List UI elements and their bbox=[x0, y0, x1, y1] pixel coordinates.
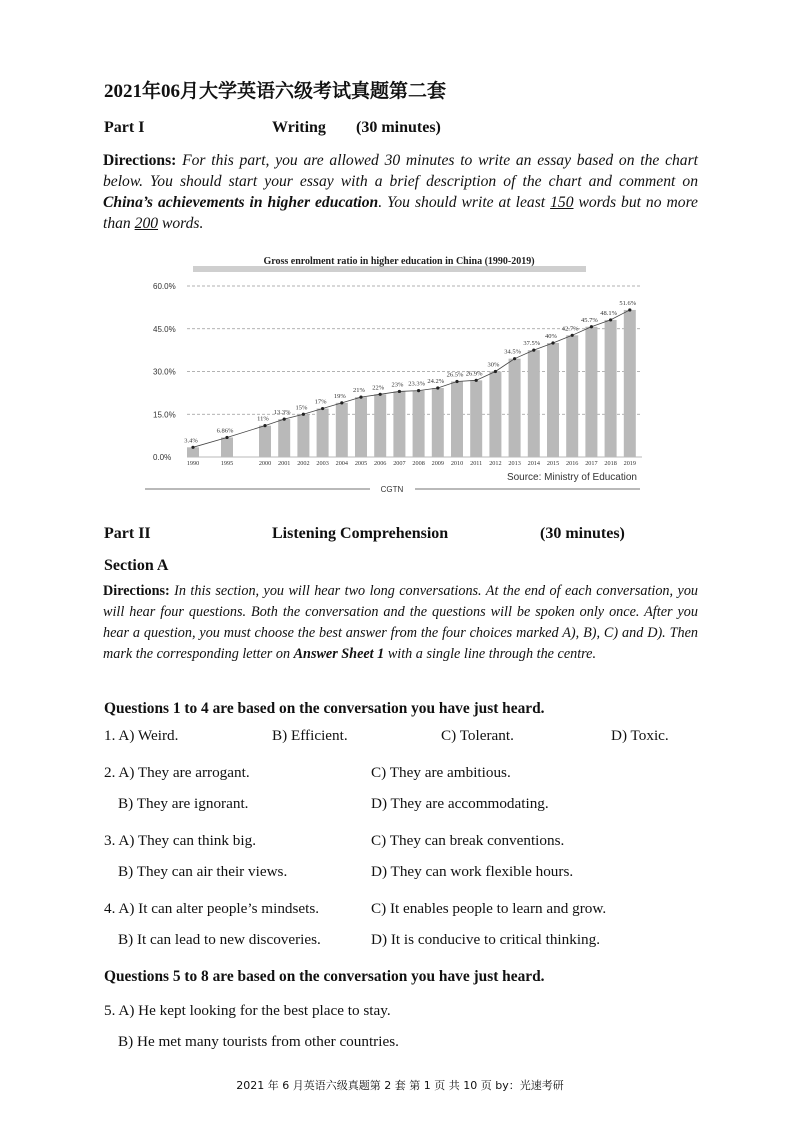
data-point bbox=[551, 341, 554, 344]
directions-text-1: In this section, you will hear two long conversations. At the end of each conversation, you will hear four questions. Both the conversation and the questions will be spoken only once. After you hear a question, you must choose the best answer from the four choices marked A), B), C) and D). Then mark the corresponding letter on bbox=[103, 583, 699, 662]
x-tick-label: 2011 bbox=[470, 460, 483, 467]
chart-credit: CGTN bbox=[380, 485, 404, 494]
x-tick-label: 2000 bbox=[258, 460, 272, 467]
data-point bbox=[571, 334, 574, 337]
part2-name: Listening Comprehension bbox=[272, 525, 449, 542]
q5-option-b: B) He met many tourists from other countries. bbox=[118, 1033, 399, 1050]
value-label: 45.7% bbox=[581, 316, 598, 324]
x-tick-label: 2019 bbox=[623, 460, 636, 467]
value-label: 26.5% bbox=[446, 371, 464, 379]
x-tick-label: 2008 bbox=[412, 460, 425, 467]
x-tick-label: 2013 bbox=[508, 460, 521, 467]
data-point bbox=[455, 380, 458, 383]
data-point bbox=[590, 325, 593, 328]
chart-title: Gross enrolment ratio in higher education in China (1990-2019) bbox=[263, 256, 535, 267]
q1-option-a: 1. A) Weird. bbox=[104, 727, 179, 744]
x-tick-label: 2007 bbox=[393, 460, 406, 467]
value-label: 26.9% bbox=[465, 370, 483, 378]
value-label: 40% bbox=[545, 333, 557, 340]
q3-option-a: 3. A) They can think big. bbox=[104, 832, 256, 849]
bar bbox=[547, 343, 559, 457]
x-tick-label: 2006 bbox=[374, 460, 387, 467]
bar bbox=[259, 426, 271, 457]
value-label: 3.4% bbox=[184, 437, 198, 445]
bar bbox=[393, 391, 405, 457]
bar bbox=[566, 335, 578, 457]
bar bbox=[605, 320, 617, 457]
q3-option-d: D) They can work flexible hours. bbox=[371, 863, 574, 880]
q2-option-b: B) They are ignorant. bbox=[118, 795, 249, 812]
bar bbox=[509, 359, 521, 457]
bar bbox=[624, 310, 636, 457]
value-label: 17% bbox=[314, 398, 327, 406]
part1-label: Part I bbox=[104, 119, 145, 136]
bar bbox=[297, 414, 309, 457]
q2-option-a: 2. A) They are arrogant. bbox=[104, 764, 250, 781]
bar bbox=[432, 388, 444, 457]
value-label: 6.86% bbox=[216, 427, 234, 435]
data-point bbox=[225, 436, 228, 439]
directions-text-2: with a single line through the centre. bbox=[387, 646, 596, 662]
y-tick-label: 30.0% bbox=[153, 367, 176, 377]
directions-text-2: . You should write at least bbox=[378, 194, 546, 211]
x-tick-label: 2005 bbox=[354, 460, 368, 467]
page-footer: 2021 年 6 月英语六级真题第 2 套 第 1 页 共 10 页 by：光速考研 bbox=[236, 1079, 564, 1092]
directions-text-1: For this part, you are allowed 30 minutes to write an essay based on the chart below. You should start your essay with a brief description of the chart and comment on bbox=[103, 152, 698, 190]
x-tick-label: 2014 bbox=[527, 460, 540, 467]
x-tick-label: 2009 bbox=[431, 460, 444, 467]
part2-label: Part II bbox=[104, 525, 151, 542]
x-tick-label: 2001 bbox=[278, 460, 291, 467]
directions-label: Directions: bbox=[103, 152, 177, 169]
x-tick-label: 2010 bbox=[450, 460, 464, 467]
bar bbox=[470, 380, 482, 457]
q1-option-c: C) Tolerant. bbox=[441, 727, 514, 744]
data-point bbox=[302, 413, 305, 416]
value-label: 34.5% bbox=[504, 348, 521, 356]
q4-option-c: C) It enables people to learn and grow. bbox=[371, 900, 607, 917]
q1-option-d: D) Toxic. bbox=[611, 727, 669, 744]
q2-option-d: D) They are accommodating. bbox=[371, 795, 549, 812]
value-label: 13.3% bbox=[273, 409, 291, 417]
y-tick-label: 60.0% bbox=[153, 282, 176, 291]
chart-source: Source: Ministry of Education bbox=[506, 472, 637, 483]
questions-group-1-header: Questions 1 to 4 are based on the conversation you have just heard. bbox=[104, 700, 545, 717]
data-point bbox=[379, 393, 382, 396]
bar bbox=[221, 437, 233, 457]
bar bbox=[489, 372, 501, 458]
x-tick-label: 2015 bbox=[546, 460, 560, 467]
bar bbox=[278, 419, 290, 457]
data-point bbox=[494, 370, 497, 373]
data-point bbox=[283, 417, 286, 420]
x-tick-label: 2003 bbox=[316, 460, 329, 467]
data-point bbox=[359, 396, 362, 399]
bar bbox=[528, 350, 540, 457]
value-label: 23.3% bbox=[408, 380, 425, 388]
bar bbox=[451, 381, 463, 457]
answer-sheet-emphasis: Answer Sheet 1 bbox=[293, 646, 385, 662]
directions-label: Directions: bbox=[103, 583, 170, 599]
q4-option-d: D) It is conducive to critical thinking. bbox=[371, 931, 601, 948]
x-tick-label: 1995 bbox=[220, 460, 234, 467]
data-point bbox=[321, 407, 324, 410]
part1-time: (30 minutes) bbox=[356, 119, 441, 136]
value-label: 11% bbox=[257, 415, 269, 423]
value-label: 24.2% bbox=[427, 378, 445, 386]
bar bbox=[413, 391, 425, 457]
y-tick-label: 15.0% bbox=[153, 410, 176, 420]
data-point bbox=[191, 446, 194, 449]
data-point bbox=[609, 318, 612, 321]
part2-directions bbox=[103, 581, 698, 665]
data-point bbox=[417, 389, 420, 392]
q4-option-a: 4. A) It can alter people’s mindsets. bbox=[104, 900, 320, 917]
q2-option-c: C) They are ambitious. bbox=[371, 764, 511, 781]
value-label: 21% bbox=[353, 387, 365, 395]
part1-directions bbox=[103, 150, 698, 234]
data-point bbox=[340, 401, 343, 404]
q5-option-a: 5. A) He kept looking for the best place to stay. bbox=[104, 1002, 391, 1019]
q4-option-b: B) It can lead to new discoveries. bbox=[118, 931, 321, 948]
questions-group-2-header: Questions 5 to 8 are based on the conversation you have just heard. bbox=[104, 968, 545, 985]
bar bbox=[585, 327, 597, 457]
x-tick-label: 2002 bbox=[297, 460, 310, 467]
data-point bbox=[532, 349, 535, 352]
value-label: 51.6% bbox=[619, 299, 637, 307]
directions-emphasis: China’s achievements in higher education bbox=[103, 194, 379, 211]
q3-option-c: C) They can break conventions. bbox=[371, 832, 565, 849]
data-point bbox=[628, 308, 631, 311]
x-tick-label: 2017 bbox=[585, 460, 598, 467]
q3-option-b: B) They can air their views. bbox=[118, 863, 288, 880]
part1-name: Writing bbox=[272, 119, 326, 136]
x-tick-label: 2016 bbox=[566, 460, 579, 467]
x-tick-label: 2012 bbox=[489, 460, 502, 467]
value-label: 30% bbox=[487, 361, 500, 369]
x-tick-label: 1990 bbox=[186, 460, 200, 467]
bar bbox=[374, 394, 386, 457]
data-point bbox=[475, 379, 478, 382]
value-label: 37.5% bbox=[523, 340, 541, 348]
value-label: 19% bbox=[333, 392, 346, 400]
data-point bbox=[398, 390, 401, 393]
value-label: 48.1% bbox=[600, 309, 617, 317]
part2-time: (30 minutes) bbox=[540, 525, 625, 542]
value-label: 42.7% bbox=[561, 325, 579, 333]
value-label: 15% bbox=[295, 404, 308, 412]
bar bbox=[317, 409, 329, 457]
data-point bbox=[436, 386, 439, 389]
data-point bbox=[513, 357, 516, 360]
max-words: 200 bbox=[134, 215, 159, 232]
x-tick-label: 2018 bbox=[604, 460, 617, 467]
x-tick-label: 2004 bbox=[335, 460, 348, 467]
page-title: 2021年06月大学英语六级考试真题第二套 bbox=[104, 81, 447, 102]
y-tick-label: 45.0% bbox=[153, 324, 176, 334]
directions-text-4: words. bbox=[161, 215, 204, 232]
enrolment-chart bbox=[145, 248, 650, 496]
min-words: 150 bbox=[550, 194, 574, 211]
bar bbox=[355, 397, 367, 457]
value-label: 23% bbox=[391, 381, 404, 389]
bar bbox=[336, 403, 348, 457]
directions-text-3: words but no more than bbox=[103, 194, 698, 232]
y-tick-label: 0.0% bbox=[153, 453, 172, 462]
q1-option-b: B) Efficient. bbox=[272, 727, 348, 744]
value-label: 22% bbox=[372, 384, 385, 392]
data-point bbox=[263, 424, 266, 427]
section-a-title: Section A bbox=[104, 557, 169, 574]
